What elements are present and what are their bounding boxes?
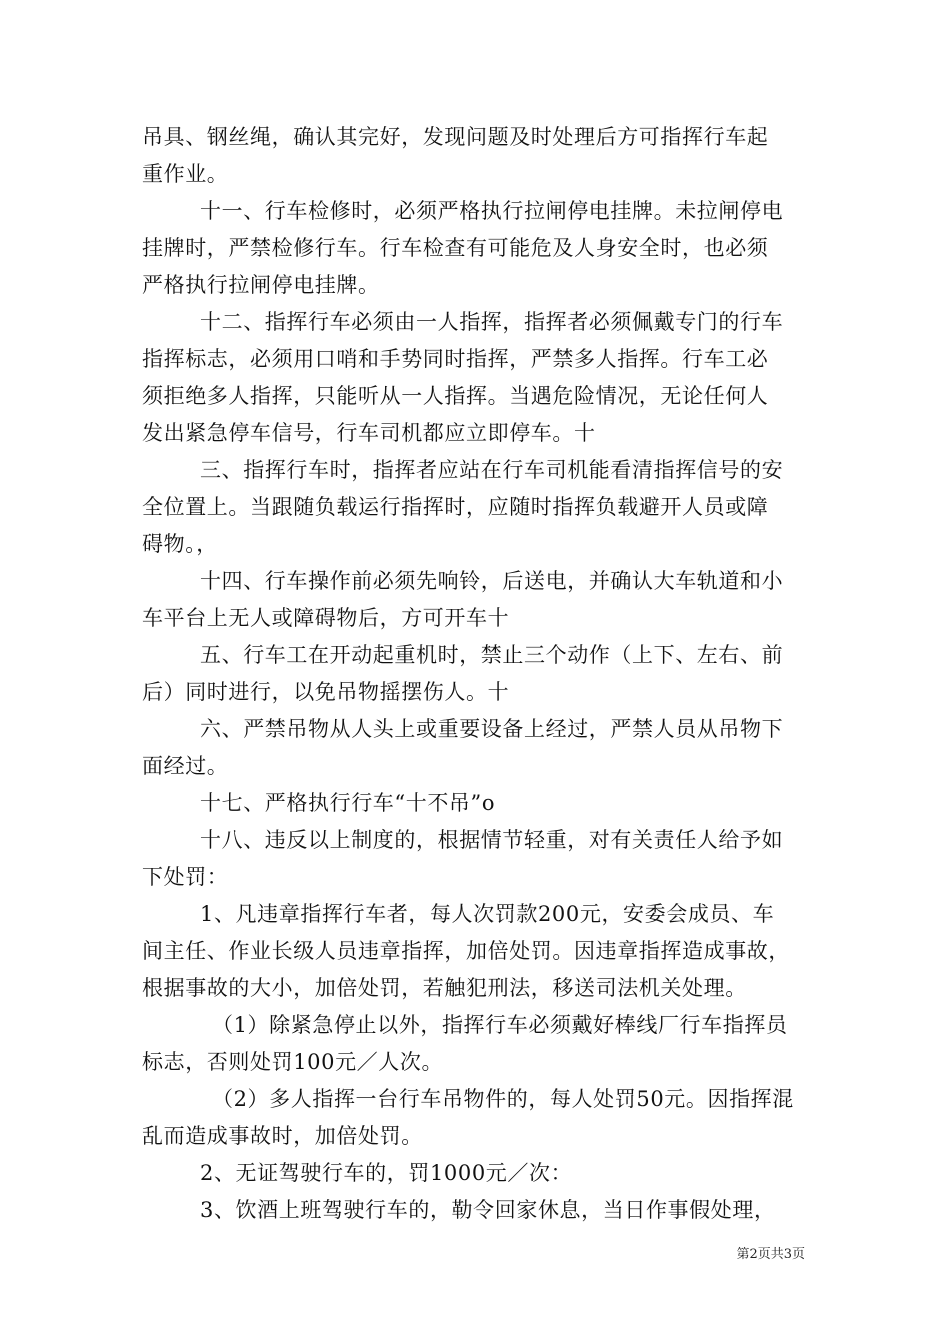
text-line: 标志，否则处罚100元／人次。 (142, 1050, 444, 1074)
text-line: 全位置上。当跟随负载运行指挥时，应随时指挥负载避开人员或障 (142, 495, 769, 519)
text-line: 指挥标志，必须用口哨和手势同时指挥，严禁多人指挥。行车工必 (142, 347, 769, 371)
page-number: 第2页共3页 (736, 1247, 805, 1262)
text-line: 十七、严格执行行车“十不吊”o (200, 791, 496, 815)
text-line: （2）多人指挥一台行车吊物件的，每人处罚50元。因指挥混 (212, 1087, 794, 1111)
text-line: 挂牌时，严禁检修行车。行车检查有可能危及人身安全时，也必须 (142, 236, 769, 260)
text-line: 1、凡违章指挥行车者，每人次罚款200元，安委会成员、车 (200, 902, 775, 926)
text-line: 下处罚： (142, 865, 229, 889)
text-line: 严格执行拉闸停电挂牌。 (142, 273, 380, 297)
text-line: 2、无证驾驶行车的，罚1000元／次： (200, 1161, 573, 1185)
text-line: 面经过。 (142, 754, 229, 778)
text-line: 3、饮酒上班驾驶行车的，勒令回家休息，当日作事假处理， (200, 1198, 776, 1222)
text-line: 碍物。， (142, 532, 218, 556)
text-line: 十四、行车操作前必须先响铃，后送电，并确认大车轨道和小 (200, 569, 784, 593)
text-line: 十八、违反以上制度的，根据情节轻重，对有关责任人给予如 (200, 828, 784, 852)
text-line: （1）除紧急停止以外，指挥行车必须戴好棒线厂行车指挥员 (212, 1013, 788, 1037)
text-line: 六、严禁吊物从人头上或重要设备上经过，严禁人员从吊物下 (200, 717, 784, 741)
text-line: 三、指挥行车时，指挥者应站在行车司机能看清指挥信号的安 (200, 458, 784, 482)
text-line: 间主任、作业长级人员违章指挥，加倍处罚。因违章指挥造成事故， (142, 939, 790, 963)
text-line: 根据事故的大小，加倍处罚，若触犯刑法，移送司法机关处理。 (142, 976, 747, 1000)
text-line: 后）同时进行，以免吊物摇摆伤人。十 (142, 680, 510, 704)
text-line: 十二、指挥行车必须由一人指挥，指挥者必须佩戴专门的行车 (200, 310, 784, 334)
text-line: 十一、行车检修时，必须严格执行拉闸停电挂牌。未拉闸停电 (200, 199, 784, 223)
text-line: 重作业。 (142, 162, 229, 186)
text-line: 发出紧急停车信号，行车司机都应立即停车。十 (142, 421, 596, 445)
text-line: 五、行车工在开动起重机时，禁止三个动作（上下、左右、前 (200, 643, 784, 667)
text-line: 吊具、钢丝绳，确认其完好，发现问题及时处理后方可指挥行车起 (142, 125, 769, 149)
text-line: 车平台上无人或障碍物后，方可开车十 (142, 606, 510, 630)
text-line: 须拒绝多人指挥，只能听从一人指挥。当遇危险情况，无论任何人 (142, 384, 769, 408)
text-line: 乱而造成事故时，加倍处罚。 (142, 1124, 423, 1148)
